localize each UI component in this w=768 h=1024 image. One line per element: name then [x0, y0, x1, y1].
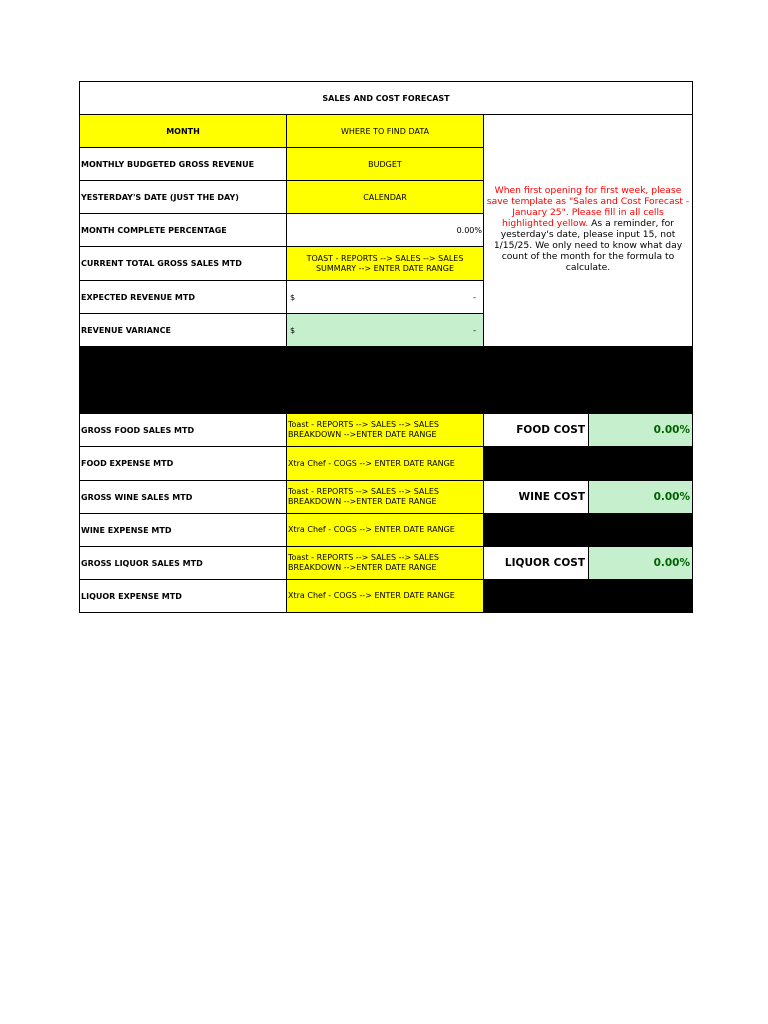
food-cost-value: 0.00% — [588, 413, 693, 447]
instruction-note-reminder: As a reminder, for yesterday's date, please input 15, not 1/15/25. We only need to know what day count of the month for the formula to calculate. — [493, 218, 683, 273]
budgeted-revenue-input[interactable]: BUDGET — [286, 147, 484, 181]
wine-expense-input[interactable]: Xtra Chef - COGS --> ENTER DATE RANGE — [286, 513, 484, 547]
label-gross-wine-sales: GROSS WINE SALES MTD — [79, 480, 287, 514]
liquor-expense-input[interactable]: Xtra Chef - COGS --> ENTER DATE RANGE — [286, 579, 484, 613]
label-month-complete: MONTH COMPLETE PERCENTAGE — [79, 213, 287, 247]
current-gross-sales-input[interactable]: TOAST - REPORTS --> SALES --> SALES SUMMARY --> ENTER DATE RANGE — [286, 246, 484, 281]
expected-revenue-value — [286, 280, 484, 314]
gross-food-sales-input[interactable]: Toast - REPORTS --> SALES --> SALES BREAKDOWN -->ENTER DATE RANGE — [286, 413, 484, 447]
revenue-variance-amount: - — [473, 325, 476, 335]
gross-liquor-sales-input[interactable]: Toast - REPORTS --> SALES --> SALES BREAKDOWN -->ENTER DATE RANGE — [286, 546, 484, 580]
wine-expense-filler — [483, 513, 693, 547]
label-gross-liquor-sales: GROSS LIQUOR SALES MTD — [79, 546, 287, 580]
label-wine-expense: WINE EXPENSE MTD — [79, 513, 287, 547]
revenue-variance-currency: $ — [290, 325, 296, 335]
label-budgeted-revenue: MONTHLY BUDGETED GROSS REVENUE — [79, 147, 287, 181]
liquor-expense-filler — [483, 579, 693, 613]
label-current-gross-sales: CURRENT TOTAL GROSS SALES MTD — [79, 246, 287, 281]
liquor-cost-value: 0.00% — [588, 546, 693, 580]
expected-revenue-currency: $ — [290, 292, 296, 302]
month-complete-value: 0.00% — [286, 213, 484, 247]
separator-band — [79, 346, 693, 414]
sheet-title: SALES AND COST FORECAST — [79, 81, 693, 115]
label-liquor-expense: LIQUOR EXPENSE MTD — [79, 579, 287, 613]
wine-cost-value: 0.00% — [588, 480, 693, 514]
header-month[interactable]: MONTH — [79, 114, 287, 148]
label-gross-food-sales: GROSS FOOD SALES MTD — [79, 413, 287, 447]
label-yesterday-date: YESTERDAY'S DATE (JUST THE DAY) — [79, 180, 287, 214]
label-expected-revenue: EXPECTED REVENUE MTD — [79, 280, 287, 314]
expected-revenue-amount: - — [473, 292, 476, 302]
food-expense-filler — [483, 446, 693, 481]
yesterday-date-input[interactable]: CALENDAR — [286, 180, 484, 214]
revenue-variance-value — [286, 313, 484, 347]
liquor-cost-label: LIQUOR COST — [483, 546, 589, 580]
food-cost-label: FOOD COST — [483, 413, 589, 447]
wine-cost-label: WINE COST — [483, 480, 589, 514]
label-revenue-variance: REVENUE VARIANCE — [79, 313, 287, 347]
header-where-to-find: WHERE TO FIND DATA — [286, 114, 484, 148]
instruction-note — [483, 114, 693, 347]
label-food-expense: FOOD EXPENSE MTD — [79, 446, 287, 481]
instruction-note-highlight: When first opening for first week, please save template as "Sales and Cost Forecast - January 25". Please fill in all cells highlighted yellow. — [486, 185, 690, 229]
food-expense-input[interactable]: Xtra Chef - COGS --> ENTER DATE RANGE — [286, 446, 484, 481]
forecast-sheet — [79, 81, 693, 613]
gross-wine-sales-input[interactable]: Toast - REPORTS --> SALES --> SALES BREAKDOWN -->ENTER DATE RANGE — [286, 480, 484, 514]
